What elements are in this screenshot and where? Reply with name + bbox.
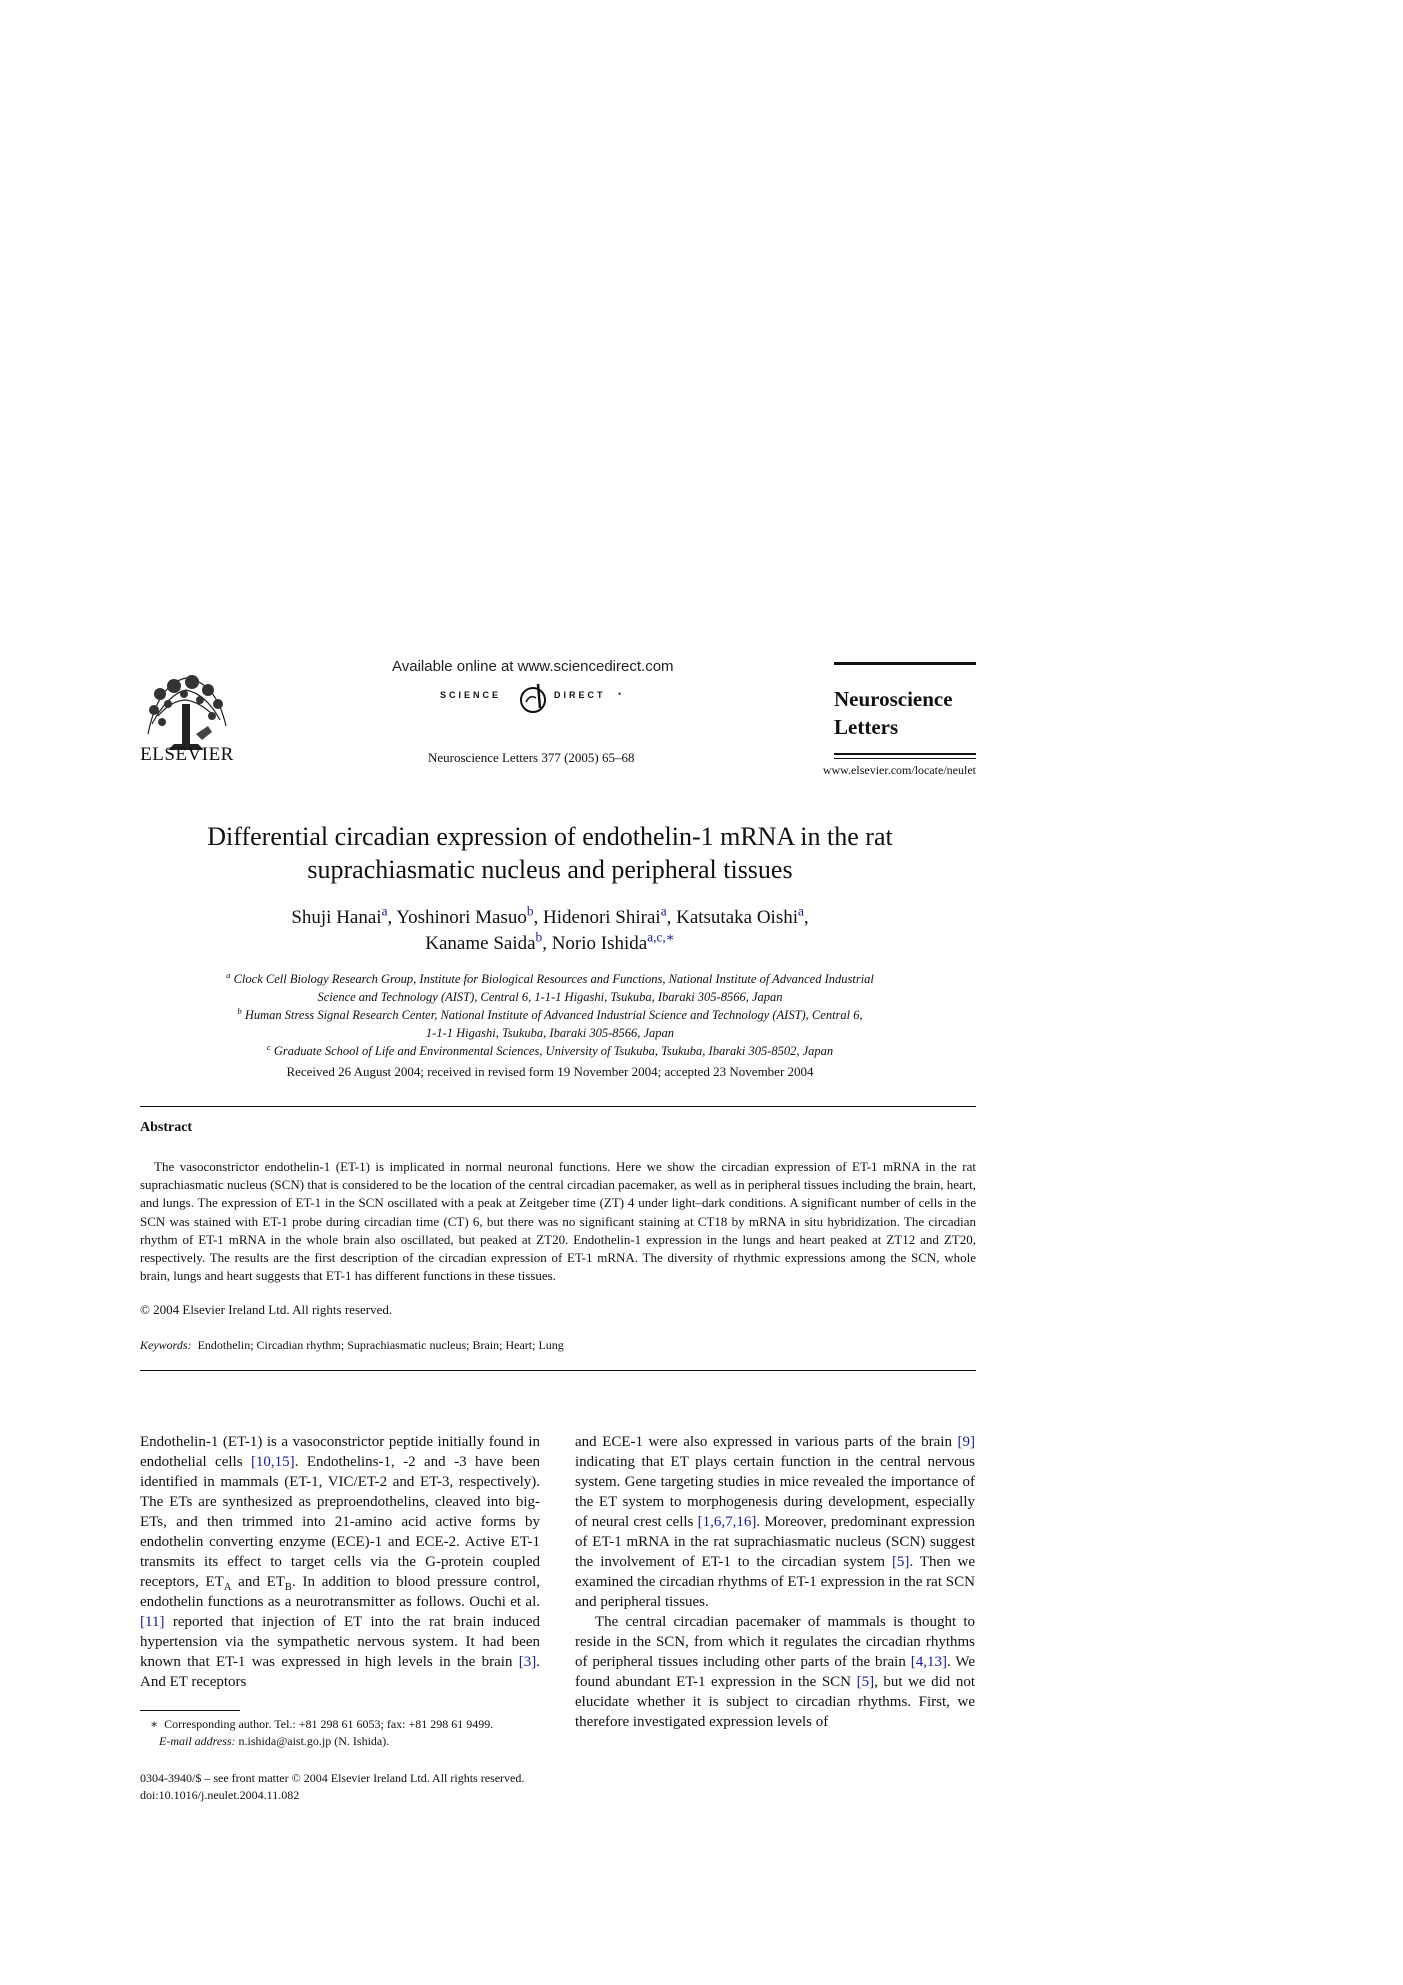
author-affil-link[interactable]: a xyxy=(381,903,388,919)
footnote xyxy=(150,1716,550,1750)
journal-name-line2: Letters xyxy=(834,715,899,739)
publisher-name: ELSEVIER xyxy=(140,744,234,765)
abstract-heading: Abstract xyxy=(140,1120,193,1135)
author-name: Yoshinori Masuo xyxy=(396,907,527,928)
author-name: Norio Ishida xyxy=(551,933,648,954)
subscript: A xyxy=(223,1582,232,1593)
body-paragraph xyxy=(575,1612,975,1732)
doi-line[interactable]: doi:10.1016/j.neulet.2004.11.082 xyxy=(140,1788,300,1802)
body-text: and ET xyxy=(231,1574,285,1590)
footnote-mark: ∗ xyxy=(150,1717,159,1731)
header-rule-top xyxy=(834,662,976,665)
body-text: indicating that ET plays certain function in the central nervous system. Gene targeting studies in mice revealed the importance of the ET system to morphogenesis during development, especially of neural crest cells xyxy=(575,1454,975,1530)
journal-url-link[interactable]: www.elsevier.com/locate/neulet xyxy=(822,763,976,777)
article-title xyxy=(140,820,960,886)
author-affil-link[interactable]: b xyxy=(526,903,534,919)
sciencedirect-dot-icon: • xyxy=(618,689,622,699)
affiliation-b xyxy=(140,1006,960,1042)
citation-link[interactable]: [10,15] xyxy=(250,1454,295,1470)
author-name: Hidenori Shirai xyxy=(543,907,661,928)
body-text: . Moreover, predominant expression of ET-1 mRNA in the rat suprachiasmatic nucleus (SCN) suggest the involvement of ET-1 to the circadian system xyxy=(575,1514,975,1570)
journal-name xyxy=(834,685,953,741)
body-text: . Endothelins-1, -2 and -3 have been identified in mammals (ET-1, VIC/ET-2 and ET-3, respectively). The ETs are synthesized as preproendothelins, cleaved into big-ETs, and then trimmed into 21-amino acid active forms by endothelin converting enzyme (ECE)-1 and ECE-2. Active ET-1 transmits its effect to target cells via the G-protein coupled receptors, ET xyxy=(140,1454,541,1590)
author-separator: , xyxy=(387,907,397,928)
author-affil-link[interactable]: a xyxy=(798,903,804,919)
affiliation-mark: a xyxy=(226,969,231,980)
author-separator: , xyxy=(542,933,552,954)
body-paragraph xyxy=(140,1432,540,1692)
email-address[interactable]: n.ishida@aist.go.jp (N. Ishida). xyxy=(238,1734,390,1748)
affiliation-text: Science and Technology (AIST), Central 6, 1-1-1 Higashi, Tsukuba, Ibaraki 305-8566, Japan xyxy=(317,990,783,1004)
header-rule-mid-thin xyxy=(834,758,976,759)
issn-doi xyxy=(140,1770,524,1804)
title-line1: Differential circadian expression of endothelin-1 mRNA in the rat xyxy=(207,822,893,851)
body-text: . In addition to blood pressure control, endothelin functions as a neurotransmitter as follows. Ouchi et al. xyxy=(140,1574,540,1610)
affiliation-text: Graduate School of Life and Environmental Sciences, University of Tsukuba, Tsukuba, Ibaraki 305-8502, Japan xyxy=(273,1044,834,1058)
author-separator: , xyxy=(803,907,809,928)
sciencedirect-right-word: DIRECT xyxy=(554,690,606,700)
citation-link[interactable]: [11] xyxy=(140,1614,165,1630)
author-name: Shuji Hanai xyxy=(291,907,382,928)
corresponding-author: Corresponding author. Tel.: +81 298 61 6053; fax: +81 298 61 9499. xyxy=(164,1717,494,1731)
keywords xyxy=(140,1338,564,1353)
title-line2: suprachiasmatic nucleus and peripheral tissues xyxy=(307,855,793,884)
citation-link[interactable]: [9] xyxy=(957,1434,975,1450)
body-text: reported that injection of ET into the rat brain induced hypertension via the sympathetic nervous system. It had been known that ET-1 was expressed in high levels in the brain xyxy=(140,1614,540,1670)
citation-link[interactable]: [1,6,7,16] xyxy=(697,1514,757,1530)
body-column-left xyxy=(140,1432,540,1692)
author-name: Katsutaka Oishi xyxy=(676,907,799,928)
body-text: . And ET receptors xyxy=(140,1654,540,1690)
affiliation-mark: b xyxy=(237,1005,242,1016)
author-line2 xyxy=(140,931,960,957)
body-text: The central circadian pacemaker of mammals is thought to reside in the SCN, from which it regulates the circadian rhythms of peripheral tissues including other parts of the brain xyxy=(575,1614,975,1670)
affiliation-text: 1-1-1 Higashi, Tsukuba, Ibaraki 305-8566, Japan xyxy=(425,1026,675,1040)
affiliation-mark: c xyxy=(266,1041,271,1052)
email-label: E-mail address: xyxy=(159,1734,236,1748)
author-line1 xyxy=(140,905,960,931)
journal-citation: Neuroscience Letters 377 (2005) 65–68 xyxy=(428,750,635,765)
citation-link[interactable]: [3] xyxy=(518,1654,537,1670)
sciencedirect-left-word: SCIENCE xyxy=(440,690,502,700)
body-text: . We found abundant ET-1 expression in the SCN xyxy=(575,1654,976,1690)
affiliation-a xyxy=(140,970,960,1006)
citation-link[interactable]: [4,13] xyxy=(910,1654,947,1670)
author-name: Kaname Saida xyxy=(425,933,536,954)
affiliation-text: Clock Cell Biology Research Group, Institute for Biological Resources and Functions, National Institute of Advanced Industrial xyxy=(233,972,874,986)
body-text: . Then we examined the circadian rhythms of ET-1 expression in the rat SCN and peripheral tissues. xyxy=(575,1554,975,1610)
abstract-rule-top xyxy=(140,1106,976,1107)
author-separator: , xyxy=(666,907,677,928)
affiliation-text: Human Stress Signal Research Center, National Institute of Advanced Industrial Science and Technology (AIST), Central 6, xyxy=(244,1008,863,1022)
body-column-right xyxy=(575,1432,975,1732)
issn-line: 0304-3940/$ – see front matter © 2004 Elsevier Ireland Ltd. All rights reserved. xyxy=(140,1771,525,1785)
body-text: and ECE-1 were also expressed in various parts of the brain xyxy=(575,1434,958,1450)
keywords-list: Endothelin; Circadian rhythm; Suprachiasmatic nucleus; Brain; Heart; Lung xyxy=(197,1338,564,1352)
sciencedirect-d-icon xyxy=(516,680,550,716)
subscript: B xyxy=(284,1582,292,1593)
citation-link[interactable]: [5] xyxy=(856,1674,875,1690)
body-text: Endothelin-1 (ET-1) is a vasoconstrictor peptide initially found in endothelial cells xyxy=(140,1434,540,1470)
available-online-text[interactable]: Available online at www.sciencedirect.com xyxy=(392,658,674,675)
abstract-text: The vasoconstrictor endothelin-1 (ET-1) is implicated in normal neuronal functions. Here we show the circadian expression of ET-1 mRNA in the rat suprachiasmatic nucleus (SCN) that is considered to be the location of the central circadian pacemaker, as well as in peripheral tissues including the brain, heart, and lungs. The expression of ET-1 in the SCN oscillated with a peak at Zeitgeber time (ZT) 4 under light–dark conditions. A significant number of cells in the SCN was stained with ET-1 probe during circadian time (CT) 6, but there was no significant staining at CT18 by mRNA in situ hybridization. The circadian rhythm of ET-1 mRNA in the whole brain also oscillated, but peaked at ZT20. Endothelin-1 expression in the lungs and heart peaked at ZT12 and ZT20, respectively. The results are the first description of the circadian expression of ET-1 mRNA. The diversity of rhythmic expressions among the SCN, whole brain, lungs and heart suggests that ET-1 has different functions in these tissues. xyxy=(140,1159,976,1284)
received-dates: Received 26 August 2004; received in revised form 19 November 2004; accepted 23 November 2004 xyxy=(286,1064,814,1079)
copyright-notice: © 2004 Elsevier Ireland Ltd. All rights reserved. xyxy=(140,1302,393,1317)
sciencedirect-logo[interactable] xyxy=(440,680,630,716)
citation-link[interactable]: [5] xyxy=(891,1554,910,1570)
keywords-label: Keywords: xyxy=(140,1338,192,1352)
footnote-rule xyxy=(140,1710,240,1711)
body-paragraph xyxy=(575,1432,975,1612)
author-affil-link[interactable]: a xyxy=(660,903,667,919)
author-separator: , xyxy=(533,907,544,928)
author-affil-link[interactable]: a,c,∗ xyxy=(647,929,675,945)
journal-name-line1: Neuroscience xyxy=(834,687,953,711)
author-list xyxy=(140,905,960,957)
body-text: , but we did not elucidate whether it is subject to circadian rhythms. First, we therefore investigated expression levels of xyxy=(575,1674,976,1730)
header-rule-mid xyxy=(834,753,976,755)
affiliation-c xyxy=(140,1042,960,1060)
author-affil-link[interactable]: b xyxy=(535,929,543,945)
abstract-rule-bottom xyxy=(140,1370,976,1371)
